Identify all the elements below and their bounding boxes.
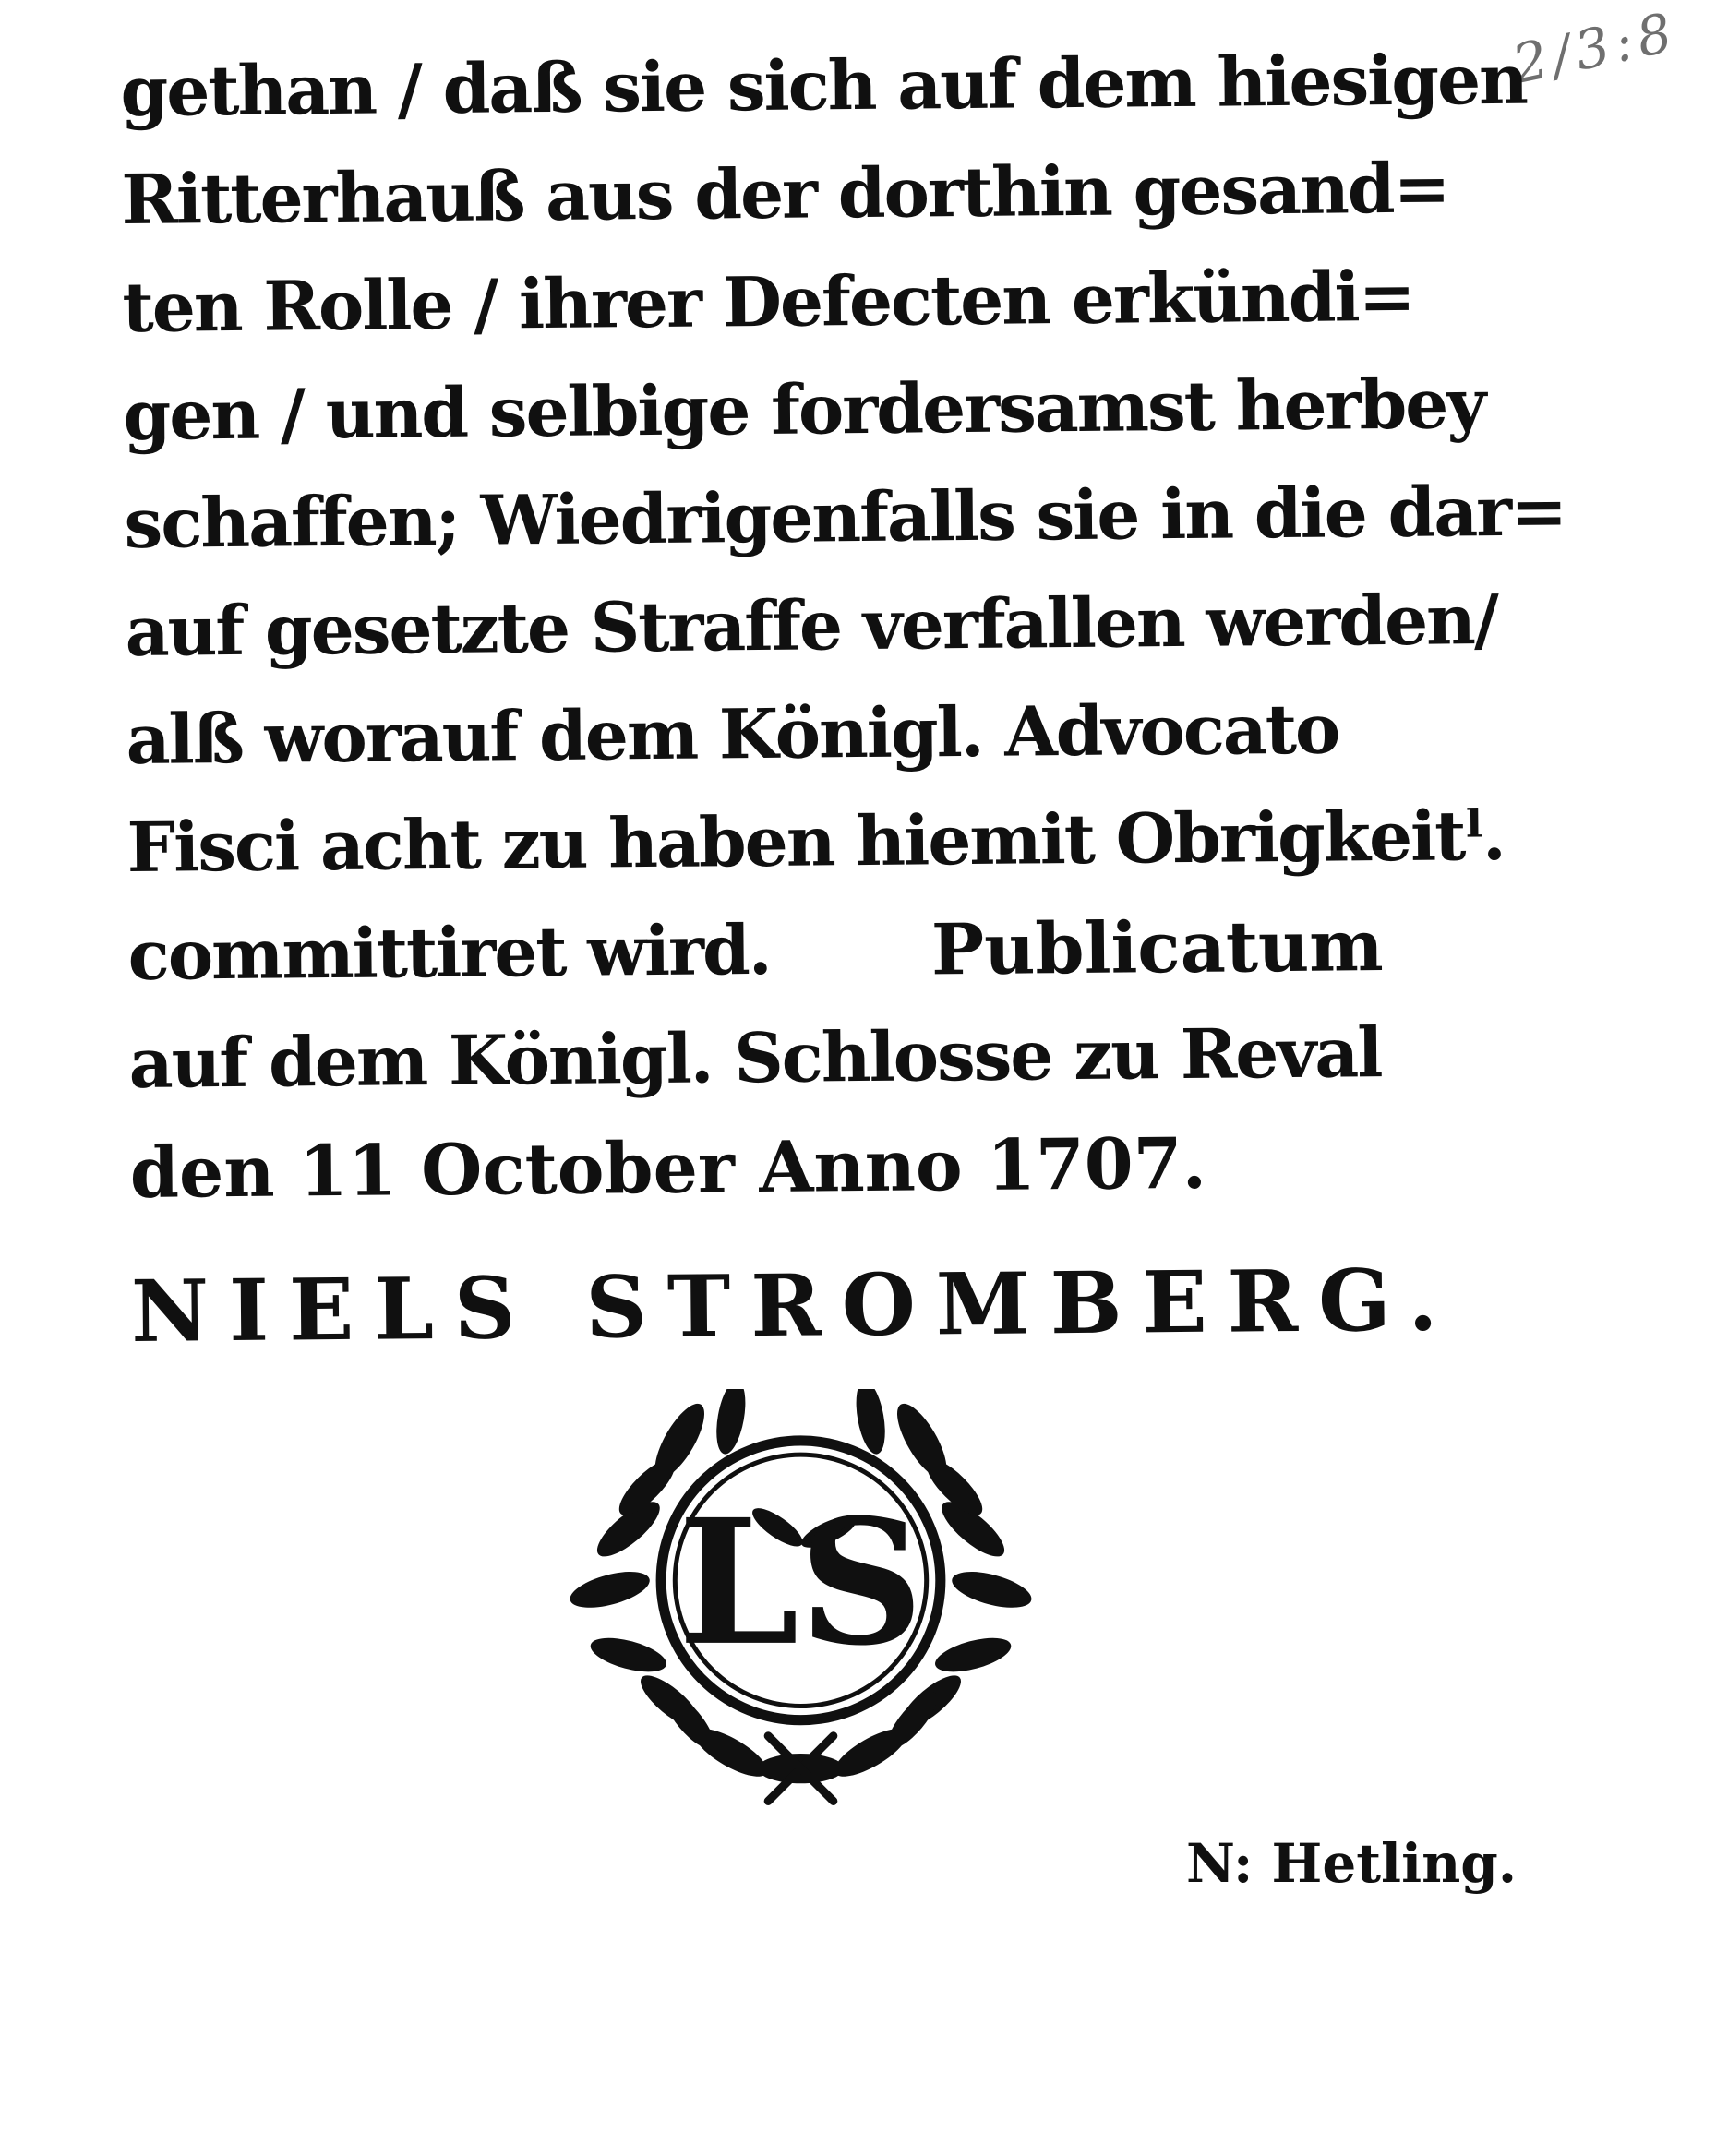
handwritten-note: 2/3:8 [1506,0,1683,96]
text-line: auf gesetzte Straffe verfallen werden/ [125,581,1498,672]
text-segment: Publicatum [930,904,1385,991]
text-line: ten Rolle / ihrer Defecten erkündi= [122,257,1414,348]
seal-monogram: LS [678,1481,924,1684]
text-segment: committiret wird. [127,910,771,996]
text-line: alß worauf dem Königl. Advocato [126,689,1339,780]
signature-line: NIELS STROMBERG. [130,1250,1458,1361]
body-text [120,28,1566,1227]
text-line: schaffen; Wiedrigenfalls sie in die dar= [124,472,1566,564]
text-line: Fisci acht zu haben hiemit Obrigkeitˡ. [126,796,1506,888]
text-line: gethan / daß sie sich auf dem hiesigen [120,40,1528,132]
secretary-signature: N: Hetling. [1186,1832,1518,1895]
text-line: Ritterhauß aus der dorthin gesand= [121,149,1449,240]
seal [540,1389,1062,1809]
text-line: gen / und selbige fordersamst herbey [123,365,1485,456]
date-line: den 11 October Anno 1707. [129,1121,1207,1214]
text-line: auf dem Königl. Schlosse zu Reval [128,1013,1382,1104]
publicatum-line [127,892,1384,1011]
printed-block [120,28,1566,1361]
seal-wreath [540,1389,1062,1809]
